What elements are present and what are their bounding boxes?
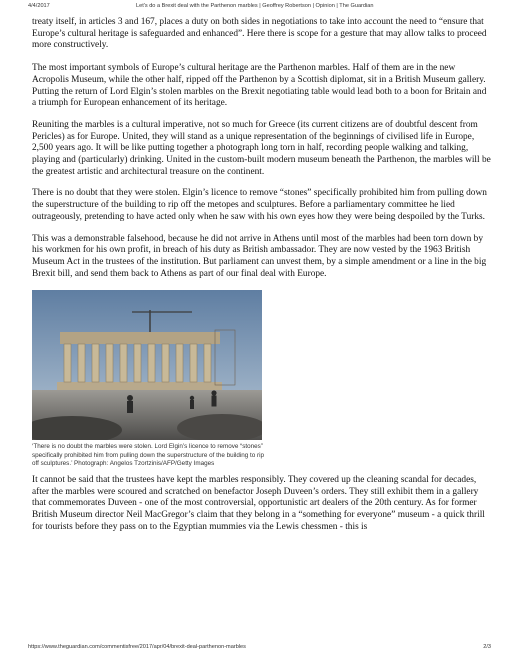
photo-caption: ‘There is no doubt the marbles were stolen. Lord Elgin’s licence to remove “stones” specifically prohibited him from pulling down the superstructure of the building to rip off sculptures.’ Photograph: Angelos Tzortzinis/AFP/Getty Images — [32, 443, 265, 467]
print-date: 4/4/2017 — [28, 3, 50, 9]
article-body — [32, 17, 491, 543]
article-paragraph: The most important symbols of Europe’s cultural heritage are the Parthenon marbles. Half of them are in the new Acropolis Museum, while the other half, ripped off the Parthenon by a Scottish diplomat, sit in a British Museum gallery. Putting the return of Lord Elgin’s stolen marbles on the Brexit negotiating table would lead both to a boon for Britain and a triumph for European enhancement of its heritage. — [32, 63, 487, 109]
print-header — [28, 3, 491, 13]
article-paragraph: Reuniting the marbles is a cultural imperative, not so much for Greece (its current citizens are of doubtful descent from Pericles) as for Europe. United, they will stand as a unique representation of the beginnings of civilised life in Europe, 2,500 years ago. It will be like putting together a photograph long torn in half, recording people walking and talking, playing and (particularly) drinking. United in the custom-built modern museum beneath the Parthenon, the marbles will be the greatest artistic and architectural treasure on the continent. — [32, 119, 491, 177]
page-number: 2/3 — [483, 644, 491, 650]
article-paragraph: This was a demonstrable falsehood, because he did not arrive in Athens until most of the marbles had been torn down by his workmen for his own profit, in breach of his duty as British ambassador. They are now vested by the 1963 British Museum Act in the trustees of the institution. But parliament can unvest them, by a simple amendment or a line in the big Brexit bill, and send them back to Athens as part of our final deal with Europe. — [32, 233, 487, 279]
article-paragraph: It cannot be said that the trustees have kept the marbles responsibly. They covered up the cleaning scandal for decades, after the marbles were scoured and scratched on benefactor Joseph Duveen’s orders. They still exhibit them in a gallery that commemorates Duveen - one of the most controversial, opportunistic art dealers of the 20th century. As for former British Museum director Neil MacGregor’s claim that they belong in a “something for everyone” museum - a quick thrill for tourists before they pass on to the Egyptian mummies via the Lewis chessmen - this is — [32, 474, 485, 532]
article-paragraph: treaty itself, in articles 3 and 167, places a duty on both sides in negotiations to take into account the need to “ensure that Europe’s cultural heritage is safeguarded and enhanced”. Here there is scope for a gesture that may allow talks to proceed more constructively. — [32, 17, 487, 51]
print-page-title: Let's do a Brexit deal with the Parthenon marbles | Geoffrey Robertson | Opinion | The Guardian — [136, 3, 374, 9]
page-url-link[interactable]: https://www.theguardian.com/commentisfree/2017/apr/04/brexit-deal-parthenon-marbles — [28, 644, 246, 650]
article-paragraph: There is no doubt that they were stolen. Elgin’s licence to remove “stones” specifically prohibited him from pulling down the superstructure of the building to rip off the metopes and sculptures. Before a parliamentary committee he lied outrageously, pretending to have acted only when he saw with his own eyes how they were being despoiled by the Turks. — [32, 188, 487, 222]
article-figure — [32, 290, 491, 468]
parthenon-photo — [32, 290, 262, 440]
print-footer — [28, 644, 491, 653]
